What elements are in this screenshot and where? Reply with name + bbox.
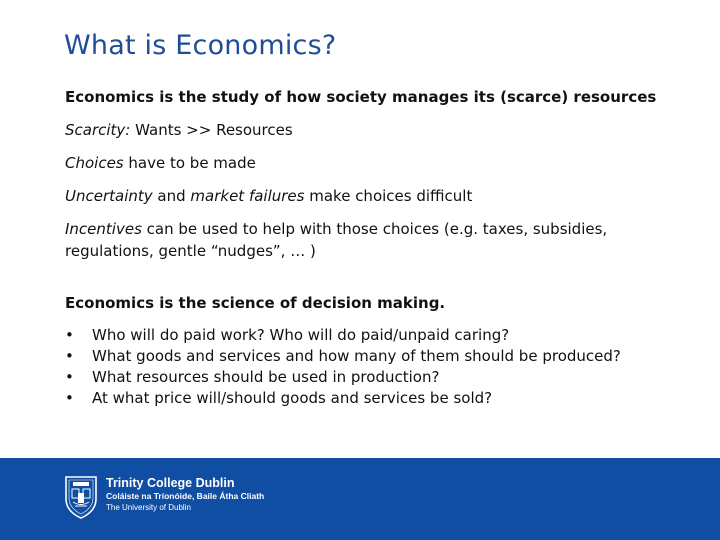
bullet-icon: •	[65, 389, 74, 407]
logo-subtitle: The University of Dublin	[106, 503, 191, 512]
trinity-crest-icon	[64, 475, 98, 519]
question-list	[65, 325, 685, 409]
footer-bar	[0, 458, 720, 540]
list-item	[65, 388, 685, 409]
definition-line: Economics is the study of how society manages its (scarce) resources	[65, 88, 657, 106]
choices-text: have to be made	[123, 154, 256, 172]
scarcity-line	[65, 119, 685, 141]
incentives-text: can be used to help with those choices (e.g. taxes, subsidies, regulations, gentle “nudges”, … )	[65, 220, 608, 260]
bullet-icon: •	[65, 368, 74, 386]
incentives-term: Incentives	[65, 220, 142, 238]
uncertainty-term: Uncertainty	[65, 187, 153, 205]
list-item	[65, 346, 685, 367]
choices-term: Choices	[65, 154, 124, 172]
list-item	[65, 325, 685, 346]
uncertainty-text: make choices difficult	[304, 187, 473, 205]
university-logo	[106, 476, 264, 513]
choices-line	[65, 152, 685, 174]
list-item-text: At what price will/should goods and services be sold?	[92, 389, 493, 407]
science-line: Economics is the science of decision making.	[65, 294, 446, 312]
list-item-text: Who will do paid work? Who will do paid/unpaid caring?	[92, 326, 510, 344]
slide-title: What is Economics?	[64, 30, 337, 61]
list-item	[65, 367, 685, 388]
incentives-line	[65, 218, 685, 262]
uncertainty-line	[65, 185, 685, 207]
logo-irish-name: Coláiste na Tríonóide, Baile Átha Cliath	[106, 491, 265, 501]
slide-content	[65, 86, 685, 409]
scarcity-text: Wants >> Resources	[130, 121, 293, 139]
bullet-icon: •	[65, 326, 74, 344]
list-item-text: What goods and services and how many of them should be produced?	[92, 347, 621, 365]
bullet-icon: •	[65, 347, 74, 365]
uncertainty-connector: and	[152, 187, 191, 205]
market-failures-term: market failures	[190, 187, 305, 205]
list-item-text: What resources should be used in production?	[92, 368, 440, 386]
scarcity-term: Scarcity:	[65, 121, 131, 139]
logo-name: Trinity College Dublin	[106, 476, 235, 490]
